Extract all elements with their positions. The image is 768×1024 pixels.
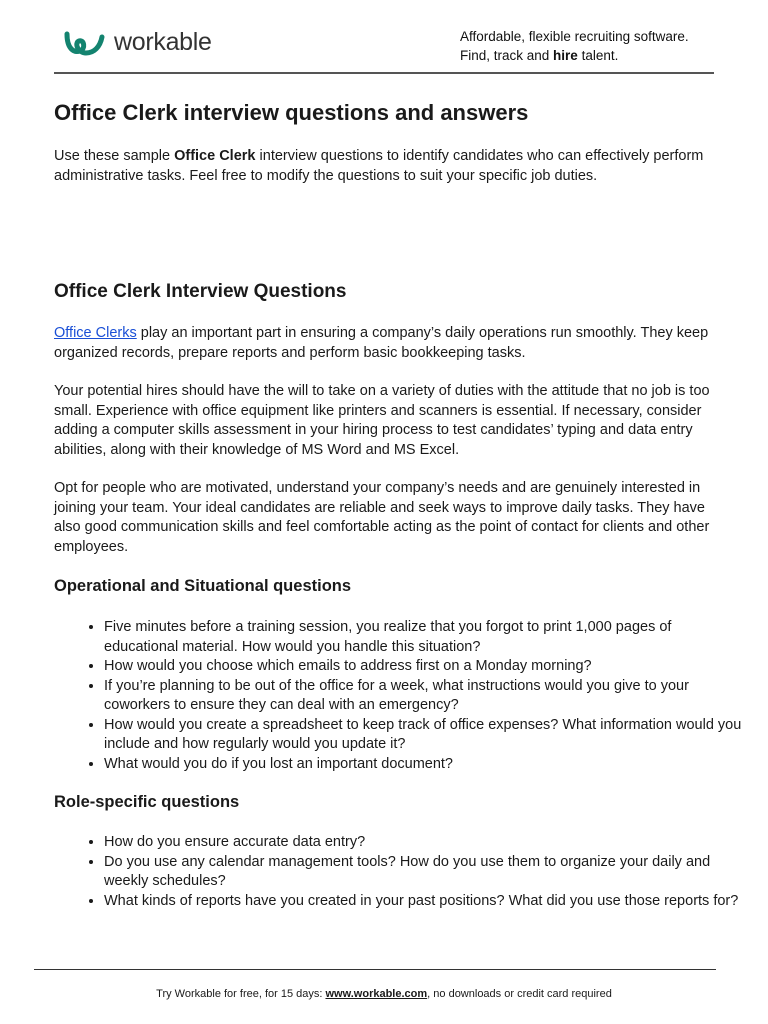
paragraph-text: play an important part in ensuring a company’s daily operations run smoothly. They keep organized records, prepare reports and perform basic bookkeeping tasks. <box>54 325 709 361</box>
tagline-bold: hire <box>553 48 578 63</box>
operational-list <box>54 618 744 774</box>
list-item: • Five minutes before a training session, you realize that you forgot to print 1,000 pages of educational material. How would you handle this situation? <box>104 618 744 657</box>
paragraph-1 <box>54 324 716 363</box>
list-item: • How would you choose which emails to address first on a Monday morning? <box>104 657 744 677</box>
list-item: • How do you ensure accurate data entry? <box>104 833 744 853</box>
paragraph-3: Opt for people who are motivated, understand your company’s needs and are genuinely interested in joining your team. Your ideal candidates are reliable and seek ways to improve daily tasks. They have also good communication skills and feel comfortable acting as the point of contact for clients and other employees. <box>54 480 710 555</box>
footer-text: Try Workable for free, for 15 days: <box>156 988 326 1000</box>
list-item: • Do you use any calendar management tools? How do you use them to organize your daily and weekly schedules? <box>104 853 744 892</box>
header-tagline <box>460 27 689 65</box>
list-item: • How would you create a spreadsheet to keep track of office expenses? What information would you include and how regularly would you update it? <box>104 716 744 755</box>
logo-text: workable <box>114 28 212 56</box>
header-divider <box>54 72 714 74</box>
list-item: • If you’re planning to be out of the office for a week, what instructions would you give to your coworkers to ensure they can deal with an emergency? <box>104 677 744 716</box>
intro-text: interview questions to identify candidates who can effectively perform administrative tasks. Feel free to modify the questions to suit your specific job duties. <box>54 148 704 184</box>
intro-paragraph <box>54 147 716 186</box>
workable-logo-icon <box>64 29 108 57</box>
workable-logo <box>64 28 212 57</box>
role-heading: Role-specific questions <box>54 793 240 811</box>
tagline-line-2 <box>460 46 689 65</box>
office-clerks-link[interactable]: Office Clerks <box>54 325 137 341</box>
intro-text: Use these sample <box>54 148 175 164</box>
list-item: • What would you do if you lost an important document? <box>104 755 744 775</box>
intro-bold: Office Clerk <box>174 148 256 164</box>
footer-divider <box>34 969 716 970</box>
page-title: Office Clerk interview questions and answers <box>54 100 529 125</box>
footer-text: , no downloads or credit card required <box>427 988 612 1000</box>
tagline-line-1: Affordable, flexible recruiting software. <box>460 29 689 44</box>
section-title: Office Clerk Interview Questions <box>54 281 347 302</box>
paragraph-2: Your potential hires should have the will to take on a variety of duties with the attitude that no job is too small. Experience with office equipment like printers and scanners is essential. If necessary, consider adding a computer skills assessment in your hiring process to test candidates’ typing and data entry abilities, along with their knowledge of MS Word and MS Excel. <box>54 383 710 458</box>
tagline-text: Find, track and <box>460 48 554 63</box>
role-list <box>54 833 744 911</box>
list-item: • What kinds of reports have you created in your past positions? What did you use those reports for? <box>104 892 744 912</box>
footer-link[interactable]: www.workable.com <box>325 988 428 1000</box>
footer <box>0 988 768 1000</box>
tagline-text: talent. <box>577 48 619 63</box>
operational-heading: Operational and Situational questions <box>54 577 352 595</box>
